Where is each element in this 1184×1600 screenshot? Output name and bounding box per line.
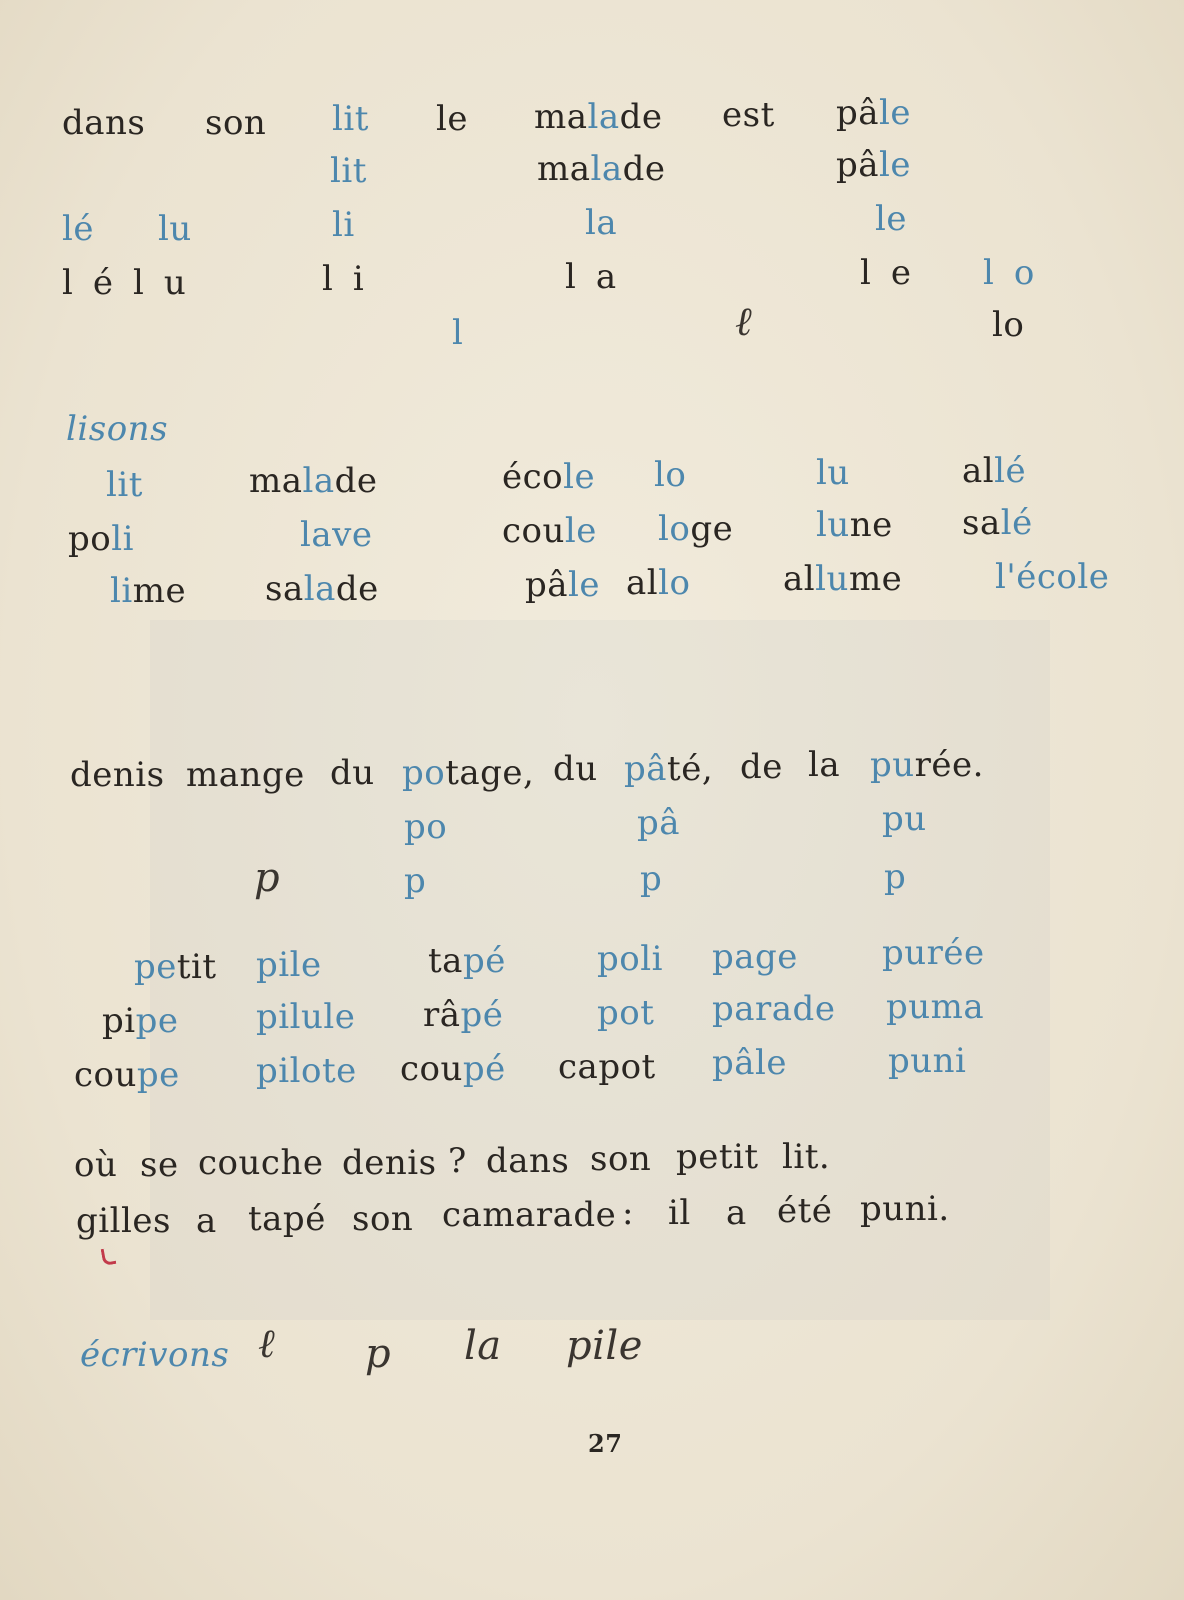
word-ecole <box>502 457 596 497</box>
word-de: de <box>740 747 783 787</box>
word-salade <box>265 569 379 609</box>
script-l: ℓ <box>735 299 753 345</box>
syllable-le: lé <box>62 209 94 249</box>
word-allume <box>783 559 903 599</box>
letters-la: la <box>565 257 637 297</box>
syllable: de <box>622 149 666 189</box>
syllable-highlight: le <box>879 93 912 133</box>
word: son <box>352 1199 414 1239</box>
word-la: la <box>808 745 841 785</box>
word-tape <box>428 941 506 981</box>
word-puree: purée <box>882 933 985 973</box>
syllable-highlight: lé <box>994 451 1027 491</box>
syllable-highlight: la <box>587 97 620 137</box>
syllable: de <box>619 97 663 137</box>
syllable-highlight: pu <box>870 745 915 785</box>
word: dans <box>486 1141 570 1181</box>
syllable-highlight: li <box>111 519 134 559</box>
syllable-li: li <box>332 205 355 245</box>
syllable: tage, <box>445 753 535 793</box>
word-coupe <box>400 1049 506 1089</box>
word-petit <box>134 947 217 987</box>
word-du: du <box>330 753 375 793</box>
word-lave: lave <box>300 515 373 555</box>
syllable-highlight: lo <box>658 563 691 603</box>
word-poli <box>68 519 134 559</box>
syllable: tit <box>176 947 217 987</box>
syllable-highlight: la <box>303 569 336 609</box>
syllable-highlight: pé <box>460 995 504 1035</box>
syllable-highlight: le <box>1077 557 1110 597</box>
word: gilles <box>76 1201 171 1241</box>
syllable-highlight: l'éco <box>995 557 1078 597</box>
word-est: est <box>722 95 775 135</box>
syllable-po: po <box>404 807 448 847</box>
syllable: po <box>68 519 112 559</box>
word: a <box>196 1201 217 1241</box>
page-number: 27 <box>588 1429 623 1458</box>
syllable-highlight: la <box>302 461 335 501</box>
word-coule <box>502 511 597 551</box>
word-pale <box>836 93 912 133</box>
script-la: la <box>464 1323 502 1369</box>
word-lime <box>110 571 187 611</box>
syllable-highlight: lu <box>816 505 850 545</box>
syllable: rée. <box>914 745 984 785</box>
syllable-lu: lu <box>158 209 192 249</box>
word: il <box>668 1193 691 1233</box>
letter-p: p <box>640 859 663 899</box>
syllable-pa: pâ <box>637 803 681 843</box>
word: ? <box>448 1141 467 1181</box>
word-poli: poli <box>597 939 663 979</box>
syllable: al <box>962 451 995 491</box>
word-page: page <box>712 937 798 977</box>
word-lo: lo <box>654 455 687 495</box>
word-lecole <box>995 557 1110 597</box>
word: denis <box>342 1143 437 1183</box>
syllable: me <box>132 571 187 611</box>
syllable-lo: lo <box>992 305 1025 345</box>
word-allo <box>626 563 691 603</box>
syllable-highlight: po <box>402 753 446 793</box>
syllable-highlight: le <box>563 457 596 497</box>
syllable: té, <box>667 749 714 789</box>
word: tapé <box>248 1199 326 1239</box>
syllable-pu: pu <box>882 799 927 839</box>
syllable: pâ <box>836 145 880 185</box>
word-sale <box>962 503 1033 543</box>
syllable-highlight: le <box>568 565 601 605</box>
script-l: ℓ <box>258 1321 276 1367</box>
script-p: p <box>365 1331 392 1377</box>
syllable: cou <box>74 1055 137 1095</box>
word-parade: parade <box>712 989 836 1029</box>
section-title-ecrivons: écrivons <box>80 1335 230 1375</box>
syllable: cou <box>400 1049 463 1089</box>
syllable: sa <box>962 503 1001 543</box>
syllable: de <box>334 461 378 501</box>
word-pale <box>525 565 601 605</box>
syllable-highlight: pe <box>136 1055 180 1095</box>
word-pale <box>836 145 912 185</box>
word-le: le <box>436 99 468 139</box>
word: puni. <box>860 1189 950 1229</box>
syllable-highlight: pé <box>462 941 506 981</box>
syllable-highlight: lu <box>815 559 849 599</box>
word-alle <box>962 451 1027 491</box>
word: lit. <box>782 1137 831 1177</box>
word-pale: pâle <box>712 1043 788 1083</box>
word-lit: lit <box>332 99 369 139</box>
script-pile: pile <box>566 1323 643 1369</box>
syllable: éco <box>502 457 564 497</box>
letters-li: li <box>322 259 384 299</box>
word: où <box>74 1145 118 1185</box>
word-puree <box>870 745 984 785</box>
word-pipe <box>102 1001 179 1041</box>
word: été <box>777 1191 833 1231</box>
syllable: pâ <box>525 565 569 605</box>
syllable-highlight: le <box>879 145 912 185</box>
word-loge <box>658 509 734 549</box>
letters-le: le <box>860 253 931 293</box>
syllable: me <box>848 559 903 599</box>
syllable: ge <box>690 509 734 549</box>
word: son <box>590 1139 652 1179</box>
word-potage <box>402 753 535 793</box>
word-pate <box>624 749 714 789</box>
word-denis: denis <box>70 755 165 795</box>
word-lune <box>816 505 893 545</box>
syllable-highlight: la <box>590 149 623 189</box>
syllable: ma <box>534 97 588 137</box>
word-lit: lit <box>330 151 367 191</box>
word-malade <box>534 97 663 137</box>
syllable: pi <box>102 1001 136 1041</box>
word-coupe <box>74 1055 180 1095</box>
word: a <box>726 1193 747 1233</box>
syllable: al <box>626 563 659 603</box>
letter-l: l <box>452 313 464 353</box>
syllable: sa <box>265 569 304 609</box>
letters-lo: lo <box>983 253 1055 293</box>
word: se <box>140 1145 179 1185</box>
syllable: râ <box>423 995 461 1035</box>
syllable-highlight: le <box>564 511 597 551</box>
word-malade <box>537 149 666 189</box>
letter-p: p <box>884 857 907 897</box>
syllable: de <box>335 569 379 609</box>
word-puni: puni <box>888 1041 967 1081</box>
word-puma: puma <box>886 987 985 1027</box>
syllable: ma <box>249 461 303 501</box>
word: : <box>622 1193 634 1233</box>
word-son: son <box>205 103 267 143</box>
syllable-highlight: lo <box>658 509 691 549</box>
word: camarade <box>442 1195 617 1235</box>
section-title-lisons: lisons <box>66 409 169 449</box>
word: couche <box>198 1143 324 1183</box>
syllable-le: le <box>875 199 907 239</box>
syllable-highlight: pe <box>134 947 177 987</box>
word-mange: mange <box>186 755 305 795</box>
syllable-highlight: pé <box>462 1049 506 1089</box>
word-malade <box>249 461 378 501</box>
word-lu: lu <box>816 453 850 493</box>
syllable: cou <box>502 511 565 551</box>
syllable-la: la <box>585 203 618 243</box>
syllable: ta <box>428 941 463 981</box>
word-pilote: pilote <box>256 1051 357 1091</box>
letter-p: p <box>404 861 427 901</box>
word-pilule: pilule <box>256 997 356 1037</box>
syllable: ne <box>849 505 893 545</box>
word: petit <box>676 1137 759 1177</box>
syllable: al <box>783 559 816 599</box>
syllable-highlight: li <box>110 571 133 611</box>
word-du: du <box>553 749 598 789</box>
syllable-highlight: pâ <box>624 749 668 789</box>
syllable: pâ <box>836 93 880 133</box>
letters-lelu: lélu <box>62 263 206 303</box>
word-pot: pot <box>597 993 655 1033</box>
word-rape <box>423 995 504 1035</box>
word-pile: pile <box>256 945 322 985</box>
syllable: ma <box>537 149 591 189</box>
syllable-highlight: lé <box>1000 503 1033 543</box>
word-capot: capot <box>558 1047 656 1087</box>
syllable-highlight: pe <box>135 1001 179 1041</box>
script-p: p <box>254 855 281 901</box>
word-lit: lit <box>106 465 143 505</box>
word-dans: dans <box>62 103 146 143</box>
